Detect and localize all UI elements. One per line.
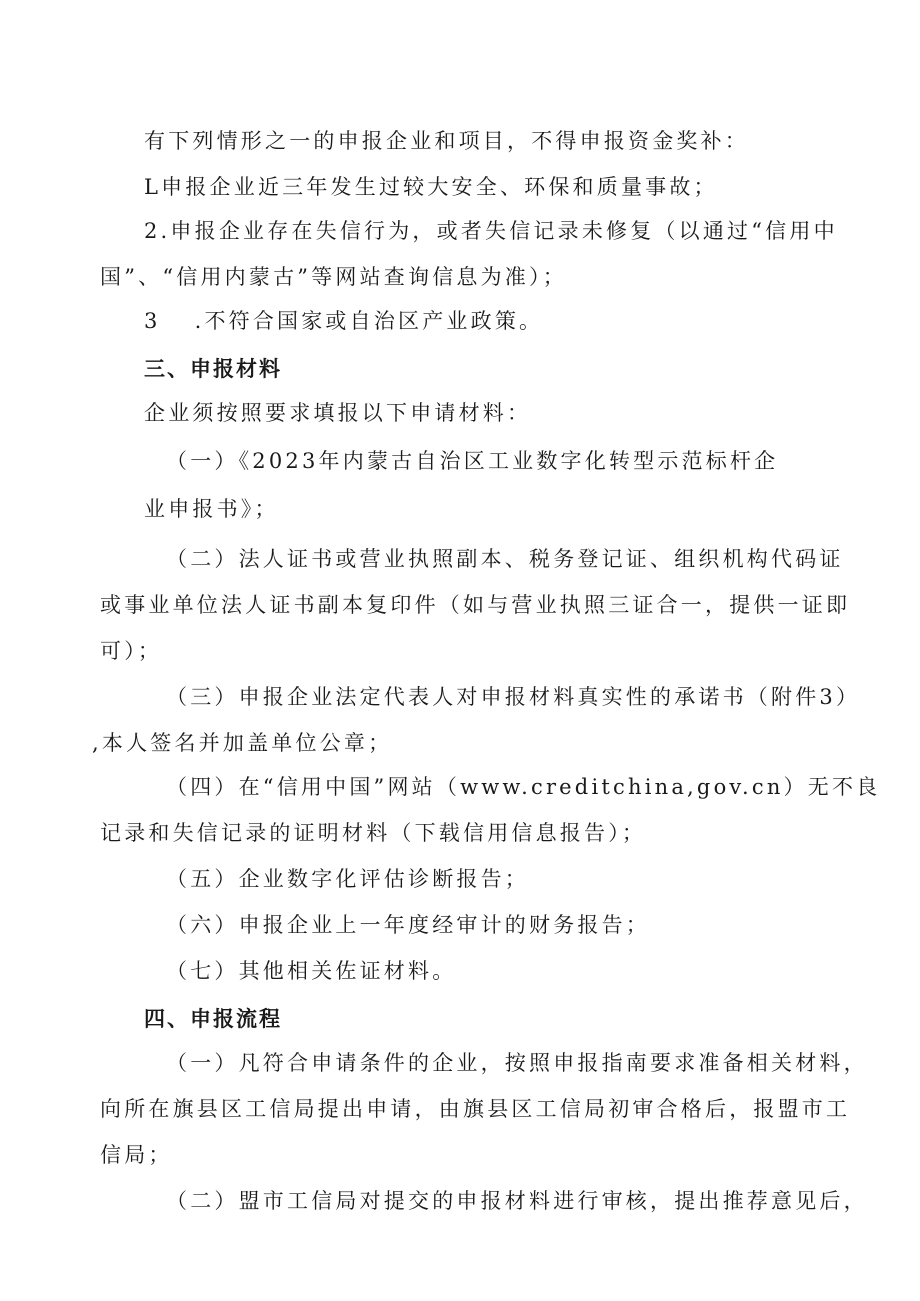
condition-item-3-number: 3 <box>144 309 161 333</box>
material-4-line-1: （四）在“信用中国”网站（www.creditchina,gov.cn）无不良 <box>166 775 881 799</box>
material-5: （五）企业数字化评估诊断报告； <box>166 867 529 891</box>
condition-item-3-text: .不符合国家或自治区产业政策。 <box>194 309 544 333</box>
material-3-line-1: （三）申报企业法定代表人对申报材料真实性的承诺书（附件3） <box>166 685 861 709</box>
material-7: （七）其他相关佐证材料。 <box>166 959 457 983</box>
process-1-line-3: 信局； <box>100 1143 173 1167</box>
condition-item-2-line-1: 2.申报企业存在失信行为，或者失信记录未修复（以通过“信用中 <box>144 219 838 243</box>
section-4-heading: 四、申报流程 <box>144 1007 282 1031</box>
material-6: （六）申报企业上一年度经审计的财务报告； <box>166 913 650 937</box>
material-2-line-2: 或事业单位法人证书副本复印件（如与营业执照三证合一，提供一证即 <box>100 593 851 617</box>
section-3-intro: 企业须按照要求填报以下申请材料： <box>144 401 532 425</box>
intro-paragraph: 有下列情形之一的申报企业和项目，不得申报资金奖补： <box>144 129 749 153</box>
material-4-line-2: 记录和失信记录的证明材料（下载信用信息报告）； <box>100 821 647 845</box>
condition-item-3 <box>144 306 543 336</box>
material-2-line-3: 可）； <box>100 639 163 663</box>
process-1-line-2: 向所在旗县区工信局提出申请，由旗县区工信局初审合格后，报盟市工 <box>100 1097 851 1121</box>
condition-item-2-line-2: 国”、“信用内蒙古”等网站查询信息为准）； <box>100 265 567 289</box>
condition-item-1: L申报企业近三年发生过较大安全、环保和质量事故； <box>144 175 718 199</box>
material-2-line-1: （二）法人证书或营业执照副本、税务登记证、组织机构代码证 <box>166 547 844 571</box>
material-3-line-2: ,本人签名并加盖单位公章； <box>92 731 393 755</box>
section-3-heading: 三、申报材料 <box>144 357 282 381</box>
material-1-line-1: （一）《2023年内蒙古自治区工业数字化转型示范标杆企 <box>166 449 779 473</box>
material-1-line-2: 业申报书》； <box>144 497 279 521</box>
process-1-line-1: （一）凡符合申请条件的企业，按照申报指南要求准备相关材料， <box>166 1051 868 1075</box>
process-2-line-1: （二）盟市工信局对提交的申报材料进行审核，提出推荐意见后， <box>166 1189 868 1213</box>
